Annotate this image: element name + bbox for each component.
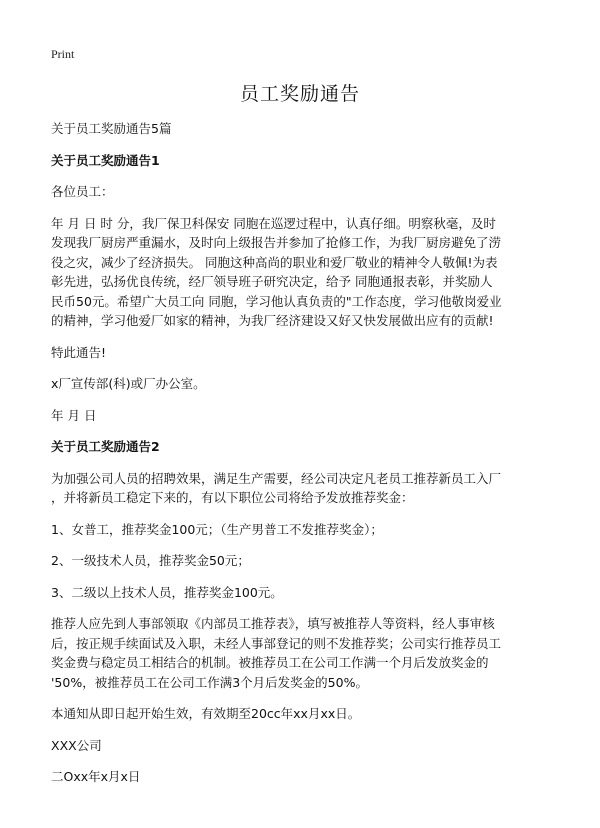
paragraph-line: 彰先进，弘扬优良传统，经厂领导班子研究决定，给予 同胞通报表彰，并奖励人 xyxy=(51,274,493,289)
section2-item-1: 1、女普工，推荐奖金100元；（生产男普工不发推荐奖金）； xyxy=(51,521,383,537)
paragraph-line: 民币50元。希望广大员工向 同胞，学习他认真负责的"工作态度，学习他敬岗爱业 xyxy=(51,293,502,309)
section1-greeting: 各位员工： xyxy=(51,184,114,199)
paragraph-line: 的精神，学习他爱厂如家的精神，为我厂经济建设又好又快发展做出应有的贡献! xyxy=(51,313,494,328)
section1-paragraph xyxy=(51,214,561,331)
paragraph-line: 为加强公司人员的招聘效果，满足生产需要，经公司决定凡老员工推荐新员工入厂 xyxy=(51,470,502,486)
paragraph-line: 发现我厂厨房严重漏水，及时向上级报告并参加了抢修工作，为我厂厨房避免了涝 xyxy=(51,235,502,250)
paragraph-line: '50%，被推荐员工在公司工作满3个月后发奖金的50%。 xyxy=(51,674,368,690)
paragraph-line: 奖金费与稳定员工相结合的机制。被推荐员工在公司工作满一个月后发放奖金的 xyxy=(51,655,489,670)
section2-intro xyxy=(51,469,561,508)
paragraph-line: ，并将新员工稳定下来的，有以下职位公司将给予发放推荐奖金： xyxy=(51,490,414,505)
section2-rules xyxy=(51,614,561,692)
section2-item-3: 3、二级以上技术人员，推荐奖金100元。 xyxy=(51,584,283,600)
paragraph-line: 年 月 日 时 分，我厂保卫科保安 同胞在巡逻过程中，认真仔细。明察秋毫，及时 xyxy=(51,215,496,231)
section1-signature: x厂宣传部(科)或厂办公室。 xyxy=(51,376,206,391)
paragraph-line: 后，按正规手续面试及入职，未经人事部登记的则不发推荐奖；公司实行推荐员工 xyxy=(51,635,502,651)
section2-effective: 本通知从即日起开始生效，有效期至20cc年xx月xx日。 xyxy=(51,706,361,721)
print-link[interactable]: Print xyxy=(51,47,75,61)
section2-item-2: 2、一级技术人员，推荐奖金50元； xyxy=(51,553,250,568)
section2-company: XXX公司 xyxy=(51,737,102,753)
document-title: 员工奖励通告 xyxy=(239,83,360,105)
section2-heading: 关于员工奖励通告2 xyxy=(51,439,160,454)
document-body xyxy=(51,119,561,787)
paragraph-line: 推荐人应先到人事部领取《内部员工推荐表》，填写被推荐人等资料，经人事审核 xyxy=(51,616,495,631)
section1-date: 年 月 日 xyxy=(51,407,97,423)
paragraph-line: 役之灾，减少了经济损失。 同胞这种高尚的职业和爱厂敬业的精神令人敬佩!为表 xyxy=(51,254,498,270)
section1-notice: 特此通告! xyxy=(51,344,107,360)
subtitle: 关于员工奖励通告5篇 xyxy=(51,121,172,136)
section2-date: 二Oxx年x月x日 xyxy=(51,769,141,784)
section1-heading: 关于员工奖励通告1 xyxy=(51,152,160,168)
